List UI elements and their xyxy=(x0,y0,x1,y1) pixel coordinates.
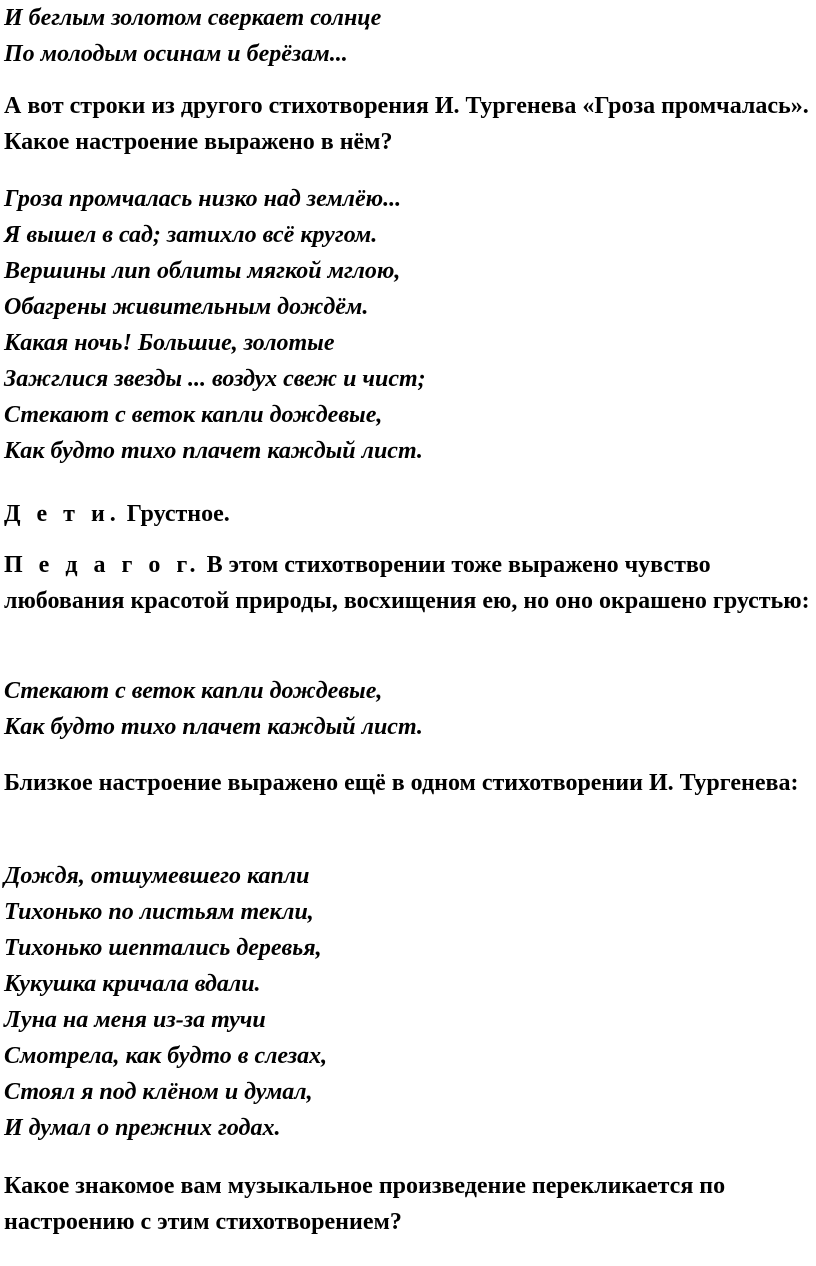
poem-excerpt-1 xyxy=(4,0,381,72)
paragraph-children-answer xyxy=(4,496,230,532)
paragraph-question-1: А вот строки из другого стихотворения И. Тургенева «Гроза промчалась». Какое настроение выражено в нём? xyxy=(4,93,809,155)
poem-line: Как будто тихо плачет каждый лист. xyxy=(4,438,423,464)
speaker-label: Д е т и. xyxy=(4,501,121,527)
paragraph-intro-poem-4: Близкое настроение выражено ещё в одном стихотворении И. Тургенева: xyxy=(4,770,799,796)
paragraph-text: В этом стихотворении тоже выражено чувство любования красотой природы, восхищения ею, но оно окрашено грустью: xyxy=(4,552,810,614)
poem-line: И думал о прежних годах. xyxy=(4,1115,281,1141)
paragraph-question-final: Какое знакомое вам музыкальное произведение перекликается по настроению с этим стихотворением? xyxy=(4,1173,726,1235)
poem-line: Стекают с веток капли дождевые, xyxy=(4,402,383,428)
poem-line: Как будто тихо плачет каждый лист. xyxy=(4,714,423,740)
poem-line: Тихонько по листьям текли, xyxy=(4,899,314,925)
poem-line: Тихонько шептались деревья, xyxy=(4,935,322,961)
poem-line: По молодым осинам и берёзам... xyxy=(4,41,348,67)
poem-line: Стоял я под клёном и думал, xyxy=(4,1079,313,1105)
poem-line: Кукушка кричала вдали. xyxy=(4,971,261,997)
poem-line: Луна на меня из-за тучи xyxy=(4,1007,266,1033)
poem-line: Какая ночь! Большие, золотые xyxy=(4,330,335,356)
poem-line: Гроза промчалась низко над землёю... xyxy=(4,186,402,212)
poem-line: Смотрела, как будто в слезах, xyxy=(4,1043,328,1069)
poem-line: И беглым золотом сверкает солнце xyxy=(4,5,382,31)
poem-excerpt-2 xyxy=(4,181,426,469)
paragraph-text: Грустное. xyxy=(120,501,230,527)
poem-excerpt-4 xyxy=(4,858,327,1146)
paragraph-teacher-remark xyxy=(4,547,812,619)
poem-line: Я вышел в сад; затихло всё кругом. xyxy=(4,222,378,248)
poem-line: Вершины лип облиты мягкой мглою, xyxy=(4,258,401,284)
poem-line: Зажглися звезды ... воздух свеж и чист; xyxy=(4,366,426,392)
poem-excerpt-3 xyxy=(4,673,423,745)
poem-line: Дождя, отшумевшего капли xyxy=(4,863,310,889)
poem-line: Обагрены живительным дождём. xyxy=(4,294,369,320)
speaker-label: П е д а г о г. xyxy=(4,552,201,578)
poem-line: Стекают с веток капли дождевые, xyxy=(4,678,383,704)
